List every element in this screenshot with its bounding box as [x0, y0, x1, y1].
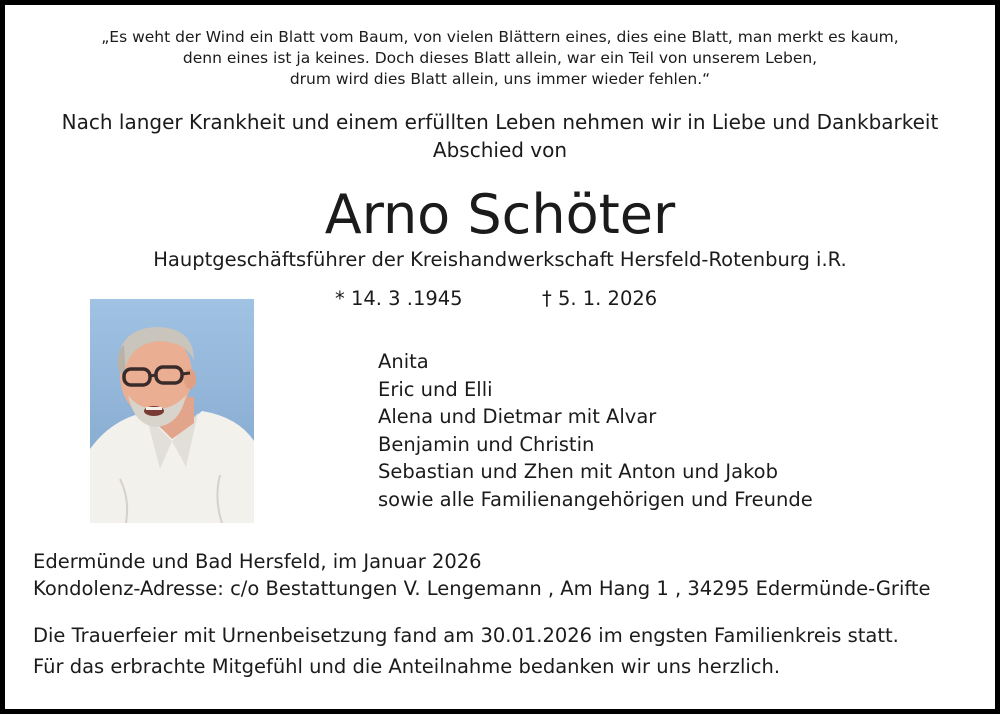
- death-date: † 5. 1. 2026: [542, 287, 658, 310]
- intro-line: Nach langer Krankheit und einem erfüllten Leben nehmen wir in Liebe und Dankbarkeit: [61, 110, 939, 134]
- mourner-line: Sebastian und Zhen mit Anton und Jakob: [378, 460, 778, 483]
- intro-line: Abschied von: [432, 138, 568, 162]
- mourner-line: sowie alle Familienangehörigen und Freunde: [378, 487, 813, 511]
- quote-line: drum wird dies Blatt allein, uns immer wieder fehlen.“: [289, 70, 711, 88]
- quote-line: denn eines ist ja keines. Doch dieses Blatt allein, war ein Teil von unserem Leben,: [182, 49, 818, 67]
- obituary-card: [5, 5, 995, 709]
- quote-line: „Es weht der Wind ein Blatt vom Baum, von vielen Blättern eines, dies eine Blatt, man merkt es kaum,: [101, 28, 899, 46]
- notice-line: Die Trauerfeier mit Urnenbeisetzung fand am 30.01.2026 im engsten Familienkreis statt.: [33, 624, 899, 647]
- mourner-line: Anita: [378, 350, 429, 373]
- mourner-line: Benjamin und Christin: [378, 432, 595, 456]
- mourner-line: Alena und Dietmar mit Alvar: [378, 405, 657, 428]
- place-and-address: [33, 548, 931, 602]
- intro-text: [5, 108, 995, 164]
- condolence-address: Kondolenz-Adresse: c/o Bestattungen V. Lengemann , Am Hang 1 , 34295 Edermünde-Grifte: [33, 577, 931, 600]
- deceased-name: Arno Schöter: [324, 183, 676, 246]
- notice-line: Für das erbrachte Mitgefühl und die Anteilnahme bedanken wir uns herzlich.: [33, 655, 781, 678]
- place-date: Edermünde und Bad Hersfeld, im Januar 2026: [33, 550, 482, 573]
- service-notice: [33, 620, 899, 682]
- birth-date: * 14. 3 .1945: [335, 287, 463, 310]
- mourners-list: [378, 348, 813, 513]
- portrait-photo: [90, 299, 254, 523]
- poem-quote: [5, 27, 995, 90]
- mourner-line: Eric und Elli: [378, 377, 493, 401]
- deceased-role: Hauptgeschäftsführer der Kreishandwerkschaft Hersfeld-Rotenburg i.R.: [153, 248, 847, 271]
